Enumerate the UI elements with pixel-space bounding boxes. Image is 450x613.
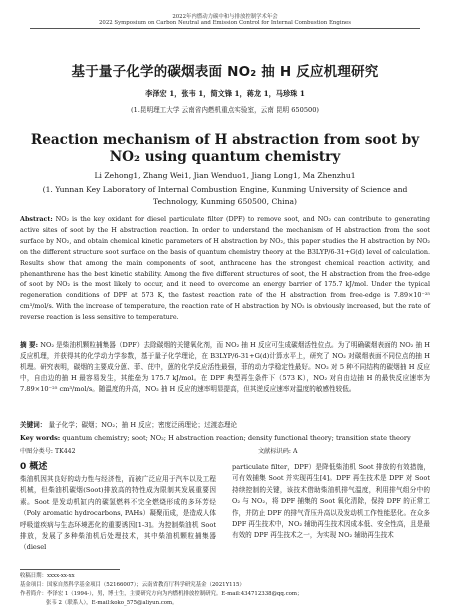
abstract-en-label: Abstract:	[20, 215, 53, 223]
authors-en: Li Zehong1, Zhang Wei1, Jian Wenduo1, Jiang Long1, Ma Zhenzhu1	[94, 171, 356, 180]
header-line-en: 2022 Symposium on Carbon Neutral and Emission Control for Internal Combustion Engines	[98, 20, 352, 26]
body-column-right: particulate filter，DPF）是降低柴油机 Soot 排放的有效措施，可有效捕集 Soot 并实现再生[4]。DPF 再生技术是 DPF 对 Soot 持续控制的关键，该技术借助柴油机排气温度，利用排气组分中的 O₂ 与 NO₂，将 DPF 捕集的 Soot 氧化清除，保持 DPF 的正常工作，并防止 DPF 的排气背压升高以及发动机工作性能恶化。在众多 DPF 再生技术中，NO₂ 辅助再生技术因成本低、安全性高，且是最有效的 DPF 再生技术之一，为实现 NO₂ 辅助再生技术	[232, 463, 430, 540]
footnote-fund: 基金项目：国家自然科学基金项目（52166007）；云南省教育厅科学研究基金（2021Y115）	[20, 582, 245, 588]
footnote-author-2: 张韦 2（联系人），E-mail:koko_575@aliyun.com。	[46, 600, 178, 606]
keywords-cn	[20, 420, 430, 431]
keywords-cn-text: 量子化学；碳烟；NO₂；抽 H 反应；密度泛函理论；过渡态理论	[48, 421, 238, 429]
abstract-cn-text: NO₂ 是柴油机颗粒捕集器（DPF）去除碳烟的关键氧化剂，而 NO₂ 抽 H 反应可生成碳烟活性位点。为了明确碳烟表面的 NO₂ 抽 H 反应机理，并获得其的化学动力学参数，基于量子化学理论，在 B3LYP/6-31+G(d)计算水平上，研究了 NO₂ 对碳烟表面不同位点的抽 H 机理。研究表明，碳烟的主要成分蒽、菲、芘中，蒽的化学反应活性最强，菲的动力学稳定性最好。NO₂ 对 5 种不同结构的碳烟抽 H 反应中，自由边的抽 H 最容易发生，其能垒为 175.7 kJ/mol。在 DPF 典型再生条件下（573 K），NO₂ 对自由边抽 H 的最快反应速率为 7.89×10⁻²⁵ cm³/mol/s。随温度的升高，NO₂ 抽 H 反应的速率明显提高，但其逆反应速率对温度的敏感性较低。	[20, 341, 430, 393]
abstract-en-text: NO₂ is the key oxidant for diesel particulate filter (DPF) to remove soot, and NO₂ can contribute to generating active sites of soot by the H abstraction reaction. In order to understand the mechanism of H abstraction from the soot surface by NO₂, and obtain chemical kinetic parameters of H abstraction by NO₂, this paper studies the H abstraction by NO₂ on the different structure soot surface on the basis of quantum chemistry theory at the B3LYP/6-31+G(d) level of calculation. Results show that among the main components of soot, anthracene has the strongest chemical reaction activity, and phenanthrene has the best kinetic stability. Among the five different structures of soot, the H abstraction from the free-edge of soot by NO₂ is the most likely to occur, and it need to overcome an energy barrier of 175.7 kJ/mol. Under the typical regeneration conditions of DPF at 573 K, the fastest reaction rate of the H abstraction from free-edge is 7.89×10⁻²⁵ cm³/mol/s. With the increase of temperature, the reaction rate of H abstraction by NO₂ is obviously increased, but the rate of reverse reaction is less sensitive to temperature.	[20, 215, 430, 322]
keywords-en-text: quantum chemistry; soot; NO₂; H abstraction reaction; density functional theory; transition state theory	[62, 434, 411, 442]
section-heading: 0 概述	[20, 462, 48, 472]
clc-number: 中图分类号: TK442	[20, 448, 76, 455]
header-line-cn: 2022年内燃动力碳中和与排放控制学术年会	[172, 14, 278, 20]
affiliation-en: (1. Yunnan Key Laboratory of Internal Combustion Engine, Kunming University of Science and Technology, Kunming 650500, China)	[42, 185, 408, 206]
abstract-en	[20, 214, 430, 323]
document-code: 文献标识码: A	[258, 448, 298, 455]
keywords-en	[20, 433, 430, 444]
body-column-left: 柴油机因其良好的动力性与经济性，而被广泛应用于汽车以及工程机械，但柴油机碳烟(Soot)排放高的特性成为限制其发展重要因素。Soot 是发动机缸内的碳氢燃料不完全燃烧形成的多环芳烃（Poly aromatic hydrocarbons, PAHs）凝聚而成，是造成人体呼吸道疾病与生态环境恶化的重要诱因[1-3]。为控制柴油机 Soot 排放，发展了多种柴油机后处理技术，其中柴油机颗粒捕集器（diesel	[20, 475, 216, 552]
footnote-received: 收稿日期：xxxx-xx-xx	[20, 573, 75, 579]
authors-cn: 李泽宏 1，张韦 1，简文锋 1，蒋龙 1，马珍珠 1	[145, 89, 305, 98]
abstract-cn-label: 摘 要:	[20, 341, 39, 349]
title-en: Reaction mechanism of H abstraction from soot by NO₂ using quantum chemistry	[30, 132, 420, 165]
title-cn: 基于量子化学的碳烟表面 NO₂ 抽 H 反应机理研究	[71, 64, 379, 80]
header-rule	[30, 28, 420, 29]
classification-row	[20, 446, 430, 455]
keywords-en-label: Key words:	[20, 434, 61, 442]
footnote-author: 作者简介：李泽宏 1（1994-），男，博士生，主要研究方向为内燃机排放控制研究。E-mail:434712338@qq.com；	[20, 591, 303, 597]
abstract-cn	[20, 340, 430, 395]
affiliation-cn: (1.昆明理工大学 云南省内燃机重点实验室，云南 昆明 650500)	[131, 106, 319, 114]
footnote-rule	[20, 569, 120, 570]
keywords-cn-label: 关键词：	[20, 421, 47, 429]
